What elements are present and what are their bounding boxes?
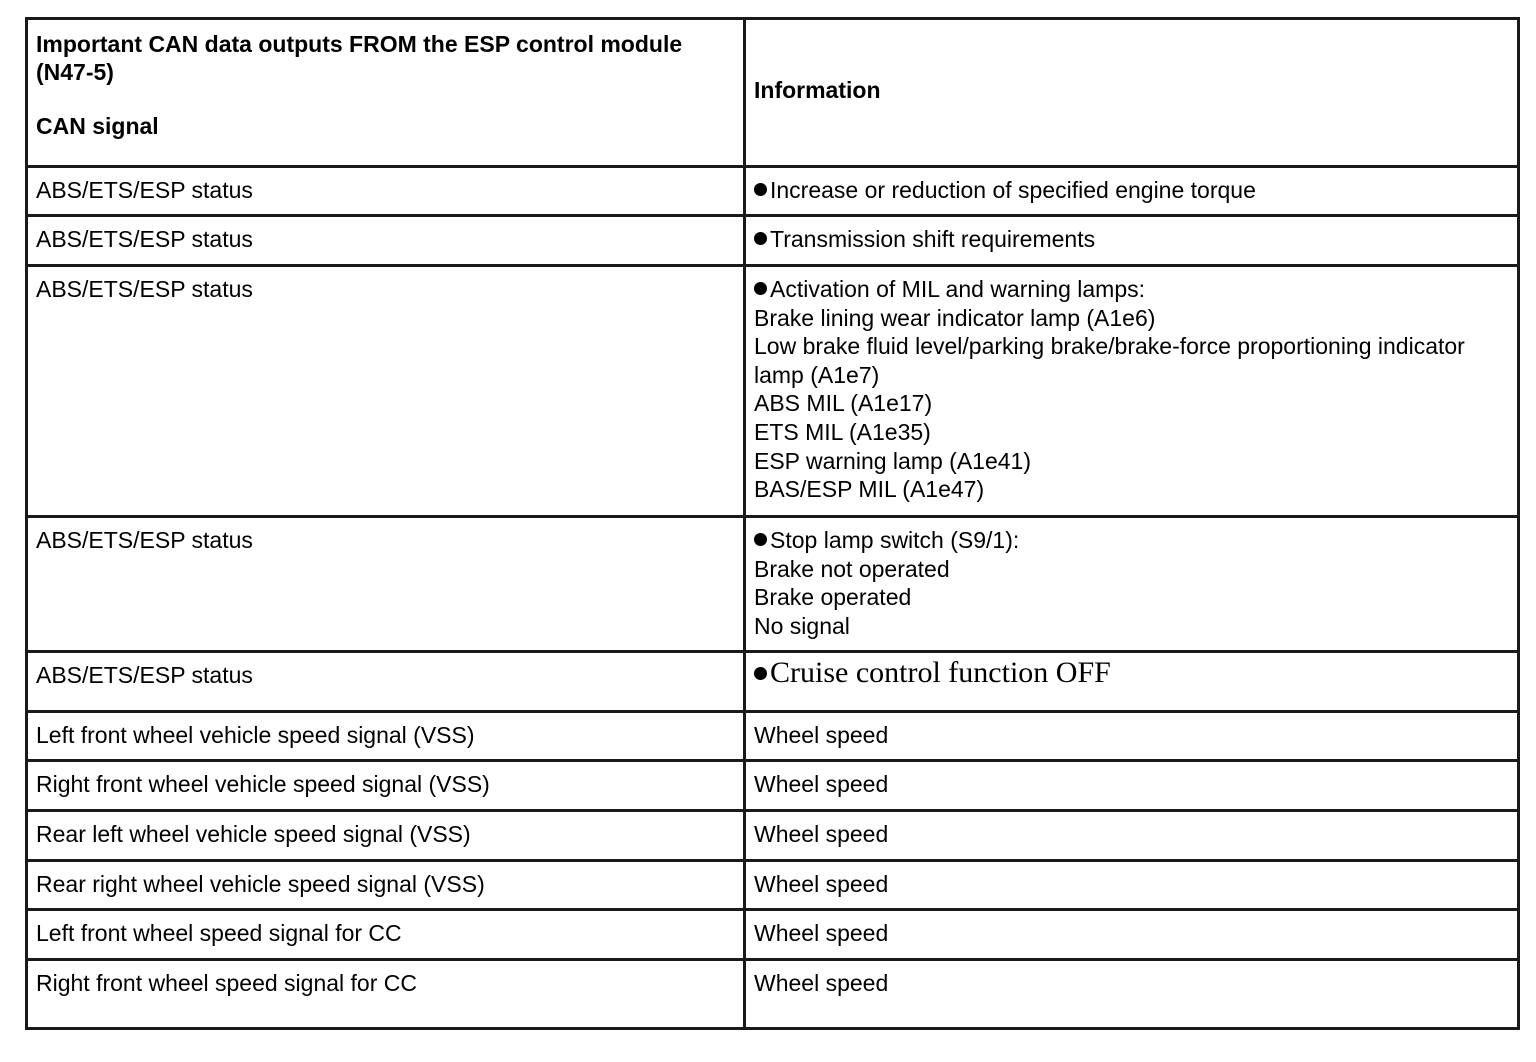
info-line: No signal [754, 612, 850, 639]
signal-cell: ABS/ETS/ESP status [27, 266, 745, 517]
table-row [27, 517, 1519, 652]
info-line: BAS/ESP MIL (A1e47) [754, 476, 985, 503]
table-row [27, 712, 1519, 761]
can-signal-table [25, 17, 1520, 1030]
signal-cell: Left front wheel vehicle speed signal (VSS) [27, 712, 745, 761]
signal-cell: Rear right wheel vehicle speed signal (VSS) [27, 861, 745, 910]
signal-cell: ABS/ETS/ESP status [27, 216, 745, 266]
table-row [27, 652, 1519, 712]
info-line: Stop lamp switch (S9/1): [754, 526, 1509, 555]
info-line: Cruise control function OFF [754, 656, 1111, 689]
info-cell [745, 167, 1519, 216]
table-row [27, 266, 1519, 517]
information-heading: Information [745, 19, 1519, 167]
header-signal-cell [27, 19, 745, 167]
table-row [27, 167, 1519, 216]
signal-cell: Right front wheel vehicle speed signal (VSS) [27, 761, 745, 811]
info-line: Increase or reduction of specified engine torque [770, 177, 1256, 203]
table-row [27, 761, 1519, 811]
info-line: ESP warning lamp (A1e41) [754, 447, 1031, 474]
table-header-row [27, 19, 1519, 167]
info-cell: Wheel speed [745, 910, 1519, 960]
info-line: Brake lining wear indicator lamp (A1e6) [754, 304, 1156, 331]
signal-cell: Left front wheel speed signal for CC [27, 910, 745, 960]
table-row [27, 861, 1519, 910]
info-cell [745, 517, 1519, 652]
bullet-icon [754, 232, 767, 245]
info-line: ABS MIL (A1e17) [754, 390, 933, 417]
table-row [27, 216, 1519, 266]
table-row [27, 960, 1519, 1029]
info-cell: Wheel speed [745, 712, 1519, 761]
info-line: Activation of MIL and warning lamps: [754, 275, 1509, 304]
info-line: Low brake fluid level/parking brake/brake-force proportioning indicator lamp (A1e7) [754, 333, 1465, 388]
bullet-icon [754, 667, 767, 680]
info-line: ETS MIL (A1e35) [754, 418, 931, 445]
signal-cell: Rear left wheel vehicle speed signal (VSS) [27, 811, 745, 861]
info-line: Brake operated [754, 584, 912, 611]
info-line: Transmission shift requirements [770, 226, 1096, 252]
signal-cell: ABS/ETS/ESP status [27, 167, 745, 216]
table-row [27, 811, 1519, 861]
info-cell: Wheel speed [745, 960, 1519, 1029]
bullet-icon [754, 183, 767, 196]
signal-cell: ABS/ETS/ESP status [27, 517, 745, 652]
info-cell [745, 216, 1519, 266]
can-signal-heading: CAN signal [36, 113, 159, 139]
info-cell [745, 652, 1519, 712]
info-cell: Wheel speed [745, 811, 1519, 861]
table-title: Important CAN data outputs FROM the ESP control module (N47-5) [36, 31, 683, 85]
info-line: Brake not operated [754, 555, 950, 582]
signal-cell: ABS/ETS/ESP status [27, 652, 745, 712]
table-row [27, 910, 1519, 960]
info-cell: Wheel speed [745, 861, 1519, 910]
info-cell: Wheel speed [745, 761, 1519, 811]
bullet-icon [754, 282, 767, 295]
bullet-icon [754, 533, 767, 546]
info-cell [745, 266, 1519, 517]
signal-cell: Right front wheel speed signal for CC [27, 960, 745, 1029]
